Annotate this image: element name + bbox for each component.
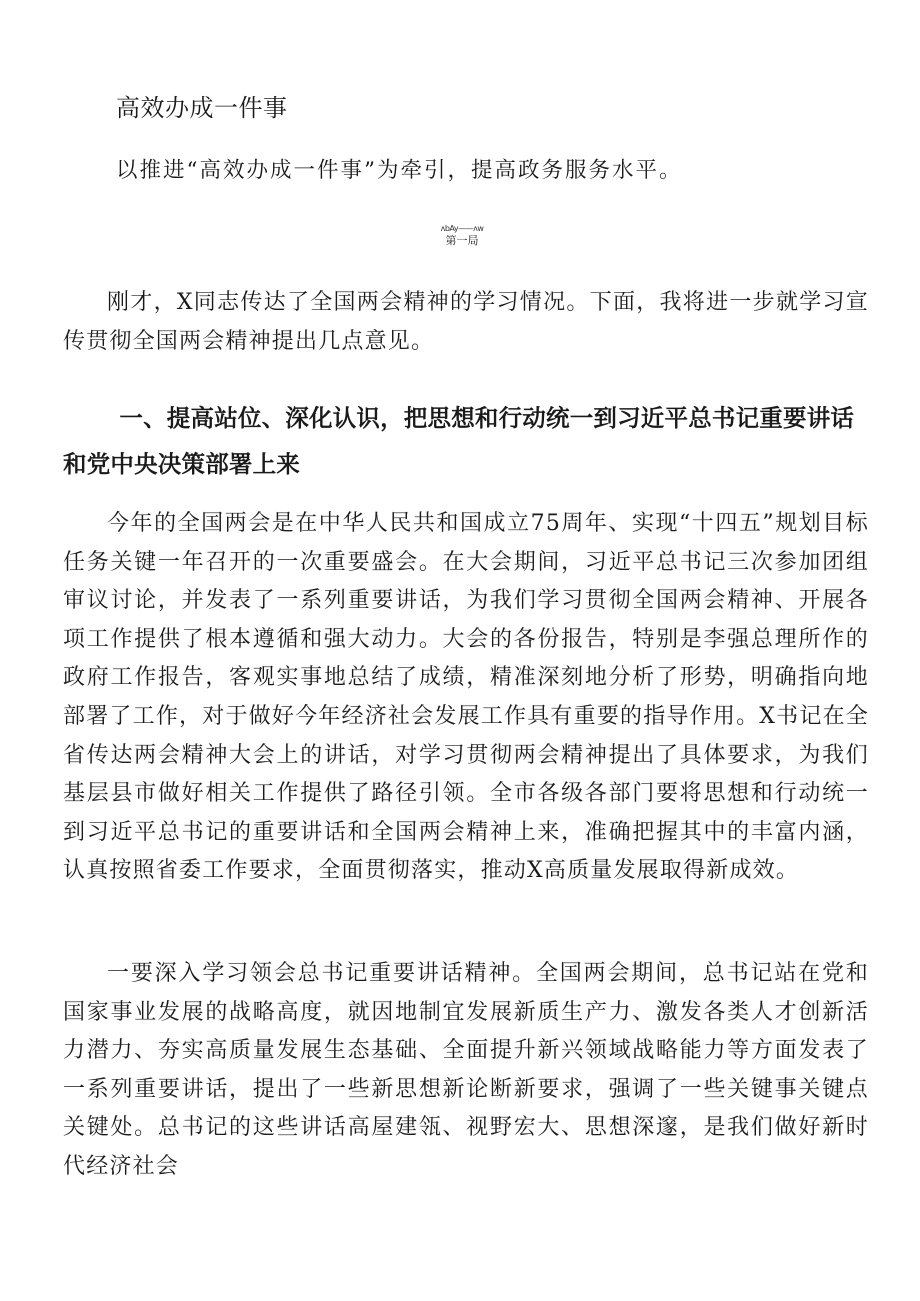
- section-heading-1: 一、提高站位、深化认识，把思想和行动统一到习近平总书记重要讲话和党中央决策部署上来: [63, 404, 855, 478]
- document-heading: 高效办成一件事: [116, 94, 288, 122]
- section-divider: [400, 224, 524, 248]
- paragraph-body: 今年的全国两会是在中华人民共和国成立75周年、实现“十四五”规划目标任务关键一年召开的一次重要盛会。在大会期间，习近平总书记三次参加团组审议讨论，并发表了一系列重要讲话，为我们学习贯彻全国两会精神、开展各项工作提供了根本遵循和强大动力。大会的各份报告，特别是李强总理所作的政府工作报告，客观实事地总结了成绩，精准深刻地分析了形势，明确指向地部署了工作，对于做好今年经济社会发展工作具有重要的指导作用。X书记在全省传达两会精神大会上的讲话，对学习贯彻两会精神提出了具体要求，为我们基层县市做好相关工作提供了路径引领。全市各级各部门要将思想和行动统一到习近平总书记的重要讲话和全国两会精神上来，准确把握其中的丰富内涵，认真按照省委工作要求，全面贯彻落实，推动X高质量发展取得新成效。: [63, 511, 869, 884]
- intro-line: 以推进“高效办成一件事”为牵引，提高政务服务水平。: [116, 158, 683, 183]
- paragraph-opening: 刚才，X同志传达了全国两会精神的学习情况。下面，我将进一步就学习宣传贯彻全国两会精神提出几点意见。: [63, 290, 869, 354]
- paragraph-body: 一要深入学习领会总书记重要讲话精神。全国两会期间，总书记站在党和国家事业发展的战略高度，就因地制宜发展新质生产力、激发各类人才创新活力潜力、夯实高质量发展生态基础、全面提升新兴领域战略能力等方面发表了一系列重要讲话，提出了一些新思想新论断新要求，强调了一些关键事关键点关键处。总书记的这些讲话高屋建瓴、视野宏大、思想深邃，是我们做好新时代经济社会: [63, 961, 869, 1179]
- divider-label: 第一局: [445, 234, 479, 247]
- divider-mark: ʌbAy——ʌw: [440, 224, 484, 233]
